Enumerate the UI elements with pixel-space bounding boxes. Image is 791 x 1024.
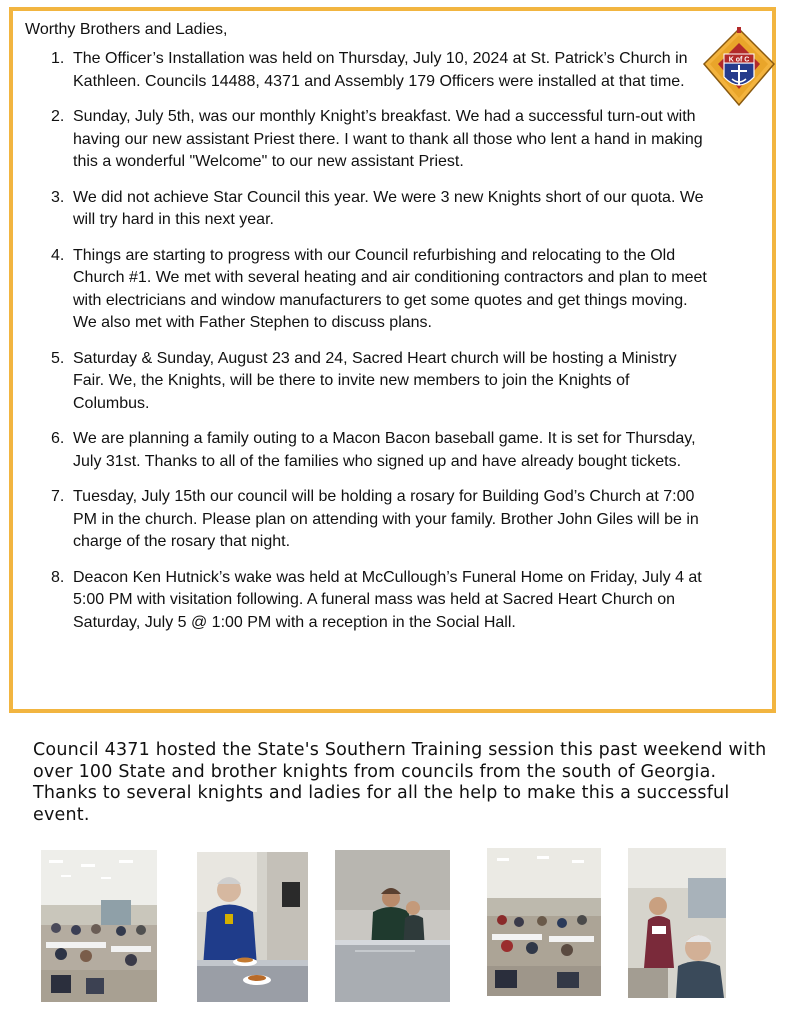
list-item: 7. Tuesday, July 15th our council will be holding a rosary for Building God’s Church at 7:00 PM in the church. Please plan on attending with your family. Brother John Giles will be in charge of the rosary that night. xyxy=(51,488,699,550)
list-item: 5. Saturday & Sunday, August 23 and 24, Sacred Heart church will be hosting a Ministry Fair. We, the Knights, will be there to invite new members to join the Knights of Columbus. xyxy=(51,349,677,412)
list-item: 6. We are planning a family outing to a Macon Bacon baseball game. It is set for Thursday, July 31st. Thanks to all of the families who signed up and have already bought tickets. xyxy=(51,430,696,470)
training-session-note: Council 4371 hosted the State's Southern Training session this past weekend with over 100 State and brother knights from councils from the south of Georgia. Thanks to several knights and ladies for all the help to make this a successful event. xyxy=(33,740,767,825)
letter-items xyxy=(33,48,709,647)
list-item: 1. The Officer’s Installation was held on Thursday, July 10, 2024 at St. Patrick’s Church in Kathleen. Councils 14488, 4371 and Assembly 179 Officers were installed at that time. xyxy=(51,50,688,90)
crowd-at-tables-photo xyxy=(487,848,601,996)
list-item: 4. Things are starting to progress with our Council refurbishing and relocating to the Old Church #1. We met with several heating and air conditioning contractors and plan to meet with electricians and window manufacturers to get some quotes and get things moving. We also met with Father Stephen to discuss plans. xyxy=(51,246,707,331)
knights-of-columbus-emblem-icon xyxy=(702,27,776,109)
members-talking-photo xyxy=(628,848,726,998)
letter-box xyxy=(9,7,776,713)
list-item: 3. We did not achieve Star Council this year. We were 3 new Knights short of our quota. We will try hard in this next year. xyxy=(51,188,704,228)
server-at-buffet-photo xyxy=(197,852,308,1002)
svg-text:K of C: K of C xyxy=(728,56,750,64)
ladies-at-counter-photo xyxy=(335,850,450,1002)
hall-tables-photo xyxy=(41,850,157,1002)
list-item: 2. Sunday, July 5th, was our monthly Knight’s breakfast. We had a successful turn-out with having our new assistant Priest there. I want to thank all those who lent a hand in making this a wonderful "Welcome" to our new assistant Priest. xyxy=(51,108,703,170)
greeting: Worthy Brothers and Ladies, xyxy=(25,21,228,38)
list-item: 8. Deacon Ken Hutnick’s wake was held at McCullough’s Funeral Home on Friday, July 4 at 5:00 PM with visitation following. A funeral mass was held at Sacred Heart Church on Saturday, July 5 @ 1:00 PM with a reception in the Social Hall. xyxy=(51,568,702,631)
